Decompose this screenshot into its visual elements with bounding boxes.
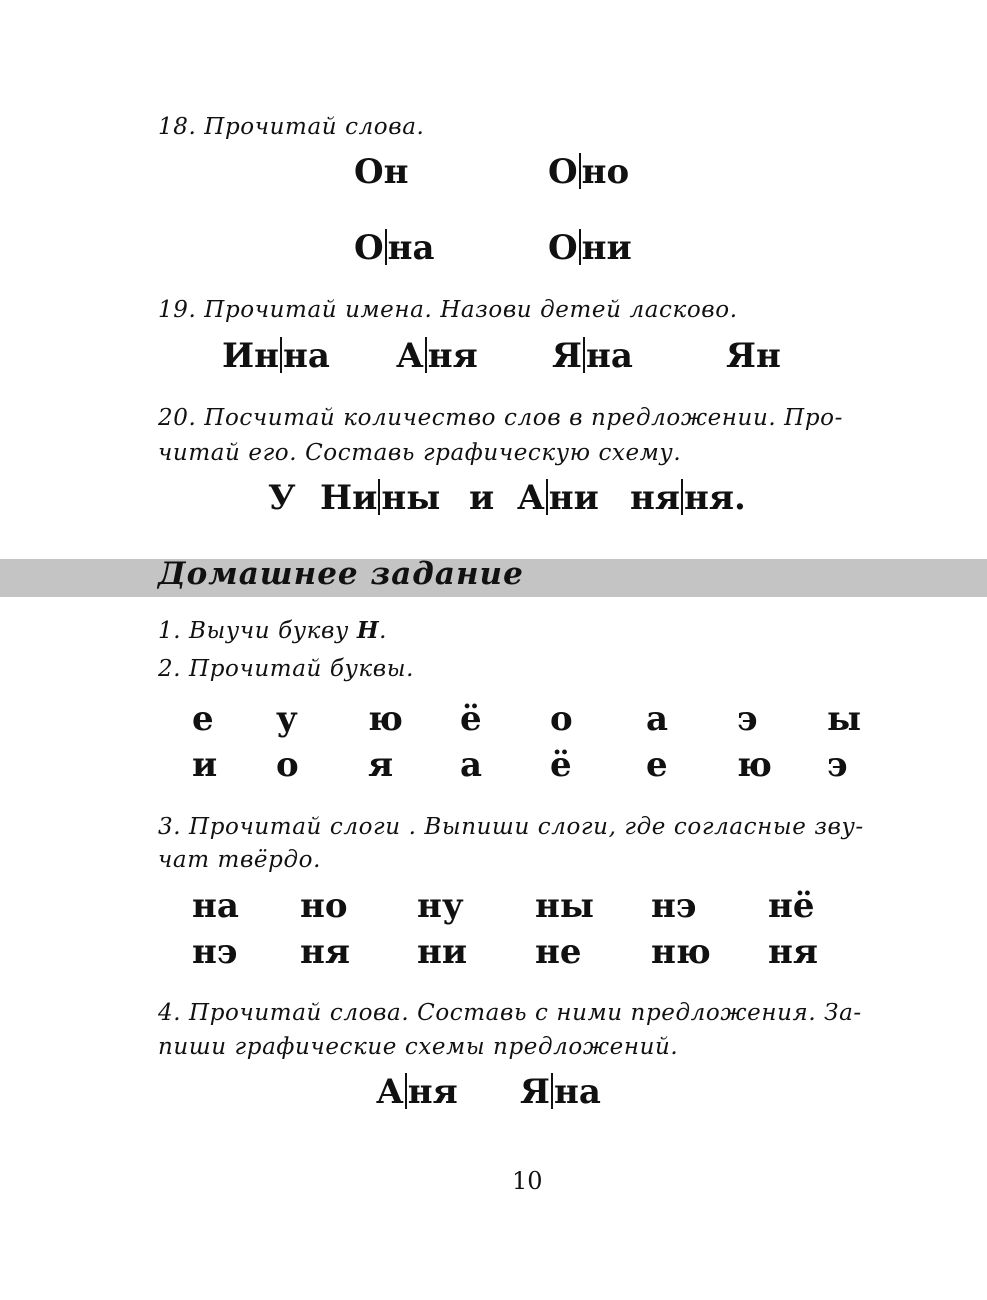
grid-cell: о [276,745,299,785]
syllable: ни [548,478,599,518]
syllable-divider [378,479,380,515]
task-20-line1: 20. Посчитай количество слов в предложении. Про- [158,405,843,431]
sentence-word [268,478,296,518]
syllable-divider [579,153,581,189]
word [354,228,435,268]
syllable: но [581,152,630,192]
grid-cell: а [646,699,669,739]
grid-cell: а [460,745,483,785]
syllable-divider [425,337,427,373]
grid-cell: у [276,699,298,739]
syllable: ни [581,228,632,268]
syllable: А [517,478,545,518]
grid-cell: ы [827,699,862,739]
grid-cell: е [192,699,214,739]
syllable: на [283,336,330,376]
letters-row-2 [0,745,987,785]
syllable: ня. [684,478,746,518]
hw-word [520,1072,601,1112]
grid-cell: не [535,932,582,972]
syllable: Я [552,336,582,376]
grid-cell: нэ [192,932,238,972]
syllable: О [548,228,578,268]
grid-cell: нё [768,886,815,926]
name-word [726,336,781,376]
syllable-divider [385,229,387,265]
syllable: У [268,478,296,518]
syllable: О [354,228,384,268]
hw-task-2: 2. Прочитай буквы. [158,656,414,682]
grid-cell: ня [300,932,351,972]
grid-cell: я [368,745,394,785]
grid-cell: ны [535,886,594,926]
task-18-label: 18. Прочитай слова. [158,114,425,140]
syllable: на [553,1072,601,1112]
hw-task-1 [158,614,387,648]
syllable-divider [579,229,581,265]
syllable: ня [407,1072,458,1112]
word [548,152,629,192]
name-word [222,336,330,376]
syllable: А [396,336,424,376]
syllable-divider [405,1073,407,1109]
sentence-word [320,478,440,518]
hw-task-3-line1: 3. Прочитай слоги . Выпиши слоги, где согласные зву- [158,814,864,840]
syllable-divider [280,337,282,373]
syllables-row-1 [0,886,987,926]
syllable: ня [427,336,478,376]
letters-row-1 [0,699,987,739]
syllable: Ни [320,478,378,518]
syllable: и [469,478,495,518]
syllable: ня [630,478,681,518]
task-20-line2: читай его. Составь графическую схему. [158,440,682,466]
grid-cell: о [550,699,573,739]
syllable: на [387,228,435,268]
hw-word [376,1072,458,1112]
hw-task-1-letter: Н [356,617,380,644]
syllables-row-2 [0,932,987,972]
grid-cell: ну [417,886,464,926]
grid-cell: э [827,745,848,785]
grid-cell: на [192,886,239,926]
syllable: на [585,336,633,376]
syllable: Ян [726,336,781,376]
grid-cell: е [646,745,668,785]
sentence-word [469,478,494,518]
syllable: Ин [222,336,280,376]
syllable: А [376,1072,404,1112]
syllable-divider [583,337,585,373]
grid-cell: ё [550,745,572,785]
hw-task-4-line1: 4. Прочитай слова. Составь с ними предложения. За- [158,1000,862,1026]
syllable: О [548,152,578,192]
sentence-word [630,478,746,518]
grid-cell: ни [417,932,468,972]
homework-title: Домашнее задание [158,556,524,592]
hw-task-4-line2: пиши графические схемы предложений. [158,1034,679,1060]
grid-cell: ю [737,745,772,785]
syllable: ны [381,478,441,518]
syllable-divider [546,479,548,515]
hw-task-1-text: 1. Выучи букву [158,618,357,644]
grid-cell: ё [460,699,482,739]
syllable: Я [520,1072,550,1112]
sentence-word [517,478,599,518]
grid-cell: э [737,699,758,739]
word [354,152,409,192]
grid-cell: и [192,745,218,785]
grid-cell: ня [768,932,819,972]
task-19-label: 19. Прочитай имена. Назови детей ласково. [158,297,738,323]
hw-task-3-line2: чат твёрдо. [158,847,322,873]
syllable: Он [354,152,409,192]
name-word [552,336,633,376]
syllable-divider [551,1073,553,1109]
page-number: 10 [512,1167,543,1195]
grid-cell: ю [368,699,403,739]
grid-cell: но [300,886,348,926]
grid-cell: ню [651,932,711,972]
hw-task-1-end: . [379,618,388,644]
name-word [396,336,478,376]
word [548,228,632,268]
grid-cell: нэ [651,886,697,926]
syllable-divider [681,479,683,515]
